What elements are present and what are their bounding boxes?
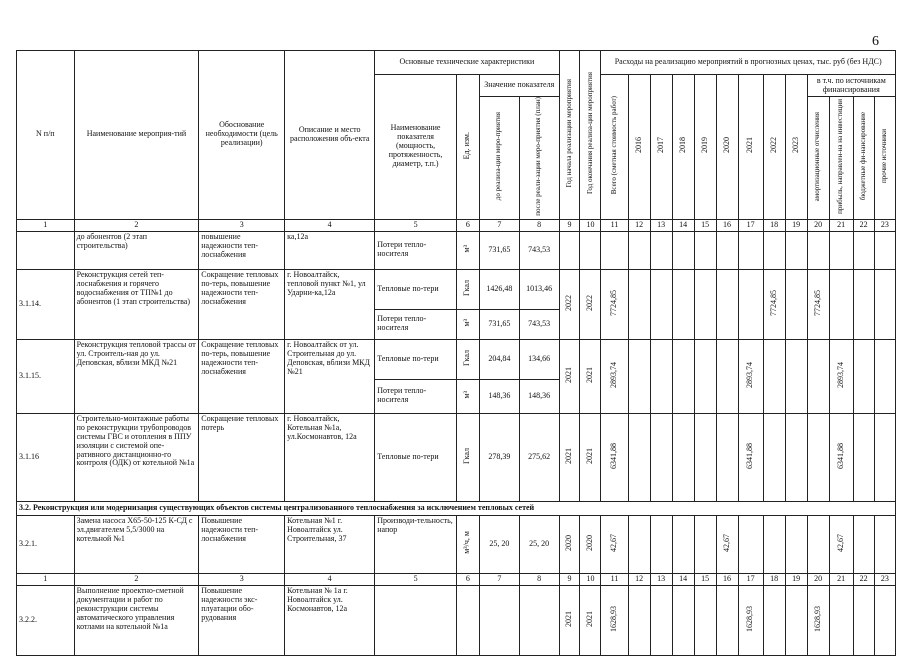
row-indicator: Потери тепло-носителя (375, 379, 457, 413)
row-before: 731,65 (479, 309, 519, 339)
col-number: 14 (672, 219, 694, 231)
row-name: Реконструкция тепловой трассы от ул. Строитель-ная до ул. Деповская, вблизи МКД №21 (74, 339, 199, 413)
table-row (17, 515, 896, 573)
col-number: 4 (285, 573, 375, 585)
col-number: 8 (519, 573, 559, 585)
col-number: 3 (199, 573, 285, 585)
row-justification: Сокращение тепловых по-терь, повышение надежности теп-лоснабжения (199, 339, 285, 413)
table-row (17, 413, 896, 501)
row-total: 42,67 (609, 533, 619, 552)
row-total: 7724,85 (609, 289, 619, 316)
row-year-start: 2021 (564, 610, 574, 627)
row-justification: Повышение надежности экс-плуатации обо-рудования (199, 585, 285, 655)
col-number: 2 (74, 573, 199, 585)
col-number: 9 (559, 219, 580, 231)
row-total: 2893,74 (609, 361, 619, 388)
col-number: 11 (601, 573, 628, 585)
row-unit: Гкал (462, 279, 472, 296)
header-before: до реализа-ции меро-приятия (494, 112, 503, 201)
row-before: 1426,48 (479, 269, 519, 309)
header-after: после реали-зации меро-приятия (план) (534, 97, 543, 216)
table-row (17, 269, 896, 309)
investment-program-table (16, 50, 896, 656)
header-year: 2018 (677, 137, 687, 154)
header-n: N п/п (17, 51, 75, 220)
header-indicator-value: Значение показателя (479, 75, 559, 97)
row-year-end: 2020 (584, 534, 594, 551)
row-src-value: 6341,88 (835, 442, 845, 469)
col-number: 10 (580, 573, 601, 585)
row-after: 25, 20 (519, 515, 559, 573)
col-number: 23 (874, 219, 895, 231)
col-number: 13 (650, 219, 672, 231)
col-number: 12 (628, 219, 650, 231)
row-before: 204,84 (479, 339, 519, 379)
row-indicator: Тепловые по-тери (375, 269, 457, 309)
page-number: 6 (872, 34, 879, 49)
row-number: 3.2.1. (17, 515, 75, 573)
row-indicator: Потери тепло-носителя (375, 231, 457, 269)
header-justification: Обоснование необходимости (цель реализации) (199, 51, 285, 220)
col-number: 8 (519, 219, 559, 231)
col-number: 14 (672, 573, 694, 585)
col-number: 21 (829, 219, 853, 231)
row-description: ка,12а (285, 231, 375, 269)
row-year-value: 7724,85 (768, 289, 778, 316)
col-number: 23 (874, 573, 895, 585)
row-number: 3.1.16 (17, 413, 75, 501)
row-after: 275,62 (519, 413, 559, 501)
section-row (17, 501, 896, 515)
row-unit: м³ (462, 318, 472, 327)
row-before: 731,65 (479, 231, 519, 269)
col-number: 15 (694, 573, 716, 585)
row-name: Строительно-монтажные работы по реконструкции трубопроводов системы ГВС и отопления в ППУ изоляции с системой опе-ративного дистанционно-го контроля (ОДК) от котельной №1а (74, 413, 199, 501)
row-after: 743,53 (519, 231, 559, 269)
row-justification: повышение надежности теп-лоснабжения (199, 231, 285, 269)
row-unit: м³ (462, 244, 472, 253)
row-year-start: 2022 (564, 294, 574, 311)
col-number: 9 (559, 573, 580, 585)
header-year: 2019 (699, 137, 709, 154)
row-indicator: Производи-тельность, напор (375, 515, 457, 573)
header-description: Описание и место расположения объ-екта (285, 51, 375, 220)
header-src2: прибыль, направлен-на на инвестиции (836, 98, 845, 214)
header-year: 2020 (721, 137, 731, 154)
row-before: 25, 20 (479, 515, 519, 573)
col-number: 20 (807, 573, 829, 585)
row-src-value: 2893,74 (835, 361, 845, 388)
row-year-value: 1628,93 (745, 605, 755, 632)
row-year-start: 2021 (564, 447, 574, 464)
row-year-end: 2022 (584, 294, 594, 311)
row-number: 3.2.2. (17, 585, 75, 655)
row-after: 134,66 (519, 339, 559, 379)
col-number: 18 (763, 573, 785, 585)
row-after: 148,36 (519, 379, 559, 413)
row-name: Выполнение проектно-сметной документации и работ по реконструкции системы автоматического управления котлами на котельной №1а (74, 585, 199, 655)
header-year: 2016 (633, 137, 643, 154)
row-src-value: 1628,93 (812, 605, 822, 632)
col-number: 5 (375, 219, 457, 231)
row-year-end: 2021 (584, 366, 594, 383)
header-src3: бюджетные фи-нансирование (858, 112, 867, 201)
row-year-value: 42,67 (721, 533, 731, 552)
row-unit: Гкал (462, 447, 472, 464)
row-name: Замена насоса Х65-50-125 К-СД с эл.двигателем 5,5/3000 на котельной №1 (74, 515, 199, 573)
table-row (17, 231, 896, 269)
column-numbers-row (17, 219, 896, 231)
header-year-end: Год окончания реализа-ции мероприятия (585, 72, 594, 195)
col-number: 19 (785, 573, 807, 585)
column-numbers-row (17, 573, 896, 585)
header-year: 2021 (745, 137, 755, 154)
row-indicator: Потери тепло-носителя (375, 309, 457, 339)
row-indicator: Тепловые по-тери (375, 339, 457, 379)
col-number: 10 (580, 219, 601, 231)
row-description: Котельная № 1а г. Новоалтайск ул. Космонавтов, 12а (285, 585, 375, 655)
row-after: 1013,46 (519, 269, 559, 309)
col-number: 1 (17, 219, 75, 231)
col-number: 1 (17, 573, 75, 585)
header-year: 2017 (655, 137, 665, 154)
row-description: г. Новоалтайск, Котельная №1а, ул.Космонавтов, 12а (285, 413, 375, 501)
header-src4: прочие источники (879, 129, 888, 184)
row-unit: м³/ч, м (462, 531, 472, 555)
row-name: Реконструкция сетей теп-лоснабжения и горячего водоснабжения от ТП№1 до абонентов (1 этап строительства) (74, 269, 199, 339)
col-number: 13 (650, 573, 672, 585)
row-justification: Сокращение тепловых по-терь, повышение надежности теп-лоснабжения (199, 269, 285, 339)
header-year-start: Год начала реализации мероприятия (564, 79, 573, 188)
row-year-end: 2021 (584, 610, 594, 627)
header-indicator-name: Наименование показателя (мощность, протяженность, диаметр, т.п.) (375, 75, 457, 220)
table-row (17, 585, 896, 655)
header-costs: Расходы на реализацию мероприятий в прогнозных ценах, тыс. руб (без НДС) (601, 51, 896, 75)
header-name: Наименование мероприя-тий (74, 51, 199, 220)
row-number: 3.1.15. (17, 339, 75, 413)
row-src-value: 7724,85 (812, 289, 822, 316)
col-number: 17 (738, 219, 763, 231)
header-src1: амортизационные отчисления (813, 111, 822, 202)
row-year-start: 2020 (564, 534, 574, 551)
row-unit: м³ (462, 390, 472, 399)
header-sources: в т.ч. по источникам финансирования (807, 75, 895, 97)
row-total: 6341,88 (609, 442, 619, 469)
col-number: 7 (479, 219, 519, 231)
col-number: 18 (763, 219, 785, 231)
row-number: 3.1.14. (17, 269, 75, 339)
row-name: до абонентов (2 этап строительства) (74, 231, 199, 269)
row-justification: Повышение надежности теп-лоснабжения (199, 515, 285, 573)
col-number: 19 (785, 219, 807, 231)
row-year-start: 2021 (564, 366, 574, 383)
col-number: 22 (853, 573, 874, 585)
row-description: г. Новоалтайск от ул. Строительная до ул. Деповская, вблизи МКД №21 (285, 339, 375, 413)
col-number: 6 (456, 219, 479, 231)
col-number: 7 (479, 573, 519, 585)
row-year-end: 2021 (584, 447, 594, 464)
row-unit: Гкал (462, 349, 472, 366)
col-number: 20 (807, 219, 829, 231)
row-justification: Сокращение тепловых потерь (199, 413, 285, 501)
col-number: 2 (74, 219, 199, 231)
col-number: 22 (853, 219, 874, 231)
section-title: 3.2. Реконструкция или модернизация существующих объектов системы централизованного теплоснабжения за исключением тепловых сетей (17, 501, 896, 515)
row-year-value: 6341,88 (745, 442, 755, 469)
header-tech: Основные технические характеристики (375, 51, 559, 75)
row-before: 148,36 (479, 379, 519, 413)
header-year: 2022 (768, 137, 778, 154)
col-number: 16 (716, 219, 738, 231)
row-description: Котельная №1 г. Новоалтайск ул. Строительная, 37 (285, 515, 375, 573)
col-number: 12 (628, 573, 650, 585)
row-year-value: 2893,74 (745, 361, 755, 388)
row-src-value: 42,67 (835, 533, 845, 552)
col-number: 11 (601, 219, 628, 231)
col-number: 3 (199, 219, 285, 231)
col-number: 17 (738, 573, 763, 585)
col-number: 4 (285, 219, 375, 231)
header-unit: Ед. изм. (462, 131, 472, 160)
col-number: 5 (375, 573, 457, 585)
row-total: 1628,93 (609, 605, 619, 632)
header-total: Всего (сметная стоимость работ) (609, 96, 618, 195)
col-number: 6 (456, 573, 479, 585)
table-row (17, 339, 896, 379)
header-year: 2023 (790, 137, 800, 154)
col-number: 16 (716, 573, 738, 585)
row-description: г. Новоалтайск, тепловой пункт №1, ул Ударни-ка,12а (285, 269, 375, 339)
row-before: 278,39 (479, 413, 519, 501)
col-number: 21 (829, 573, 853, 585)
row-indicator: Тепловые по-тери (375, 413, 457, 501)
row-after: 743,53 (519, 309, 559, 339)
col-number: 15 (694, 219, 716, 231)
